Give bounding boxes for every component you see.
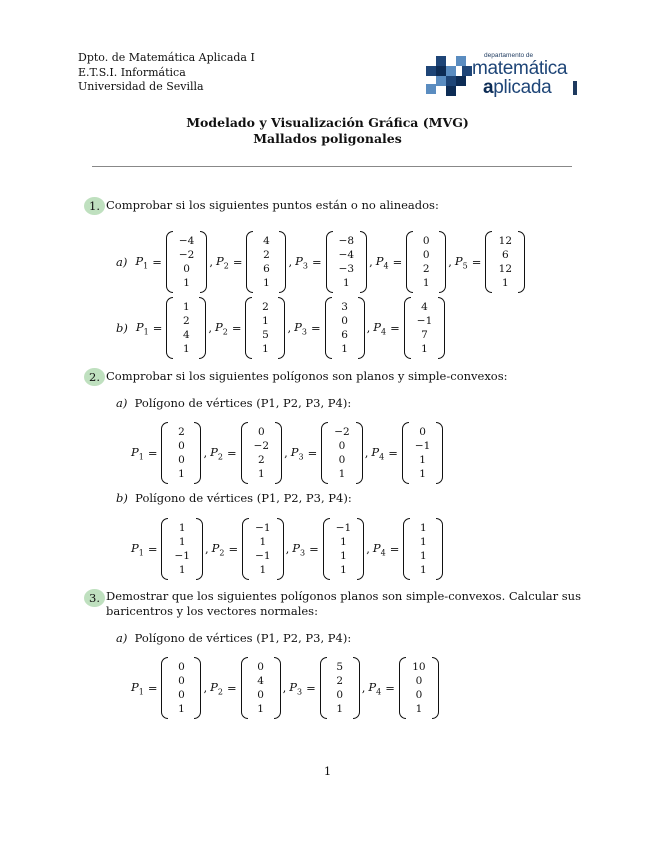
column-vector <box>321 422 362 484</box>
vector-entry: −1 <box>255 550 271 562</box>
left-paren <box>161 657 168 719</box>
vector-entry: 5 <box>262 329 269 341</box>
vector-entry: 1 <box>422 277 430 289</box>
puzzle-blocks-icon <box>426 56 476 96</box>
right-paren <box>436 422 443 484</box>
vector-entry: 0 <box>257 661 264 673</box>
left-paren <box>406 231 413 293</box>
equals-sign: = <box>388 446 398 460</box>
point-name: $P_3$ <box>294 319 307 337</box>
equals-sign: = <box>147 681 158 695</box>
comma-separator: , <box>203 681 208 695</box>
vector-entry: 12 <box>498 235 513 247</box>
right-paren <box>196 518 203 580</box>
right-paren <box>432 657 439 719</box>
vector-entry: 1 <box>262 343 269 355</box>
equals-sign: = <box>232 255 243 269</box>
vector-entry: 3 <box>341 301 348 313</box>
vector-entry: 1 <box>263 277 270 289</box>
vector-entry: 6 <box>502 249 509 261</box>
vector-entry: 1 <box>259 564 267 576</box>
point-name: $P_4$ <box>368 679 382 697</box>
vector-entry: 6 <box>341 329 348 341</box>
exercise-1-number: 1. <box>84 197 105 215</box>
equals-sign: = <box>231 321 242 335</box>
vector-entry: 2 <box>422 263 430 275</box>
right-paren <box>353 657 360 719</box>
point-name: $P_4$ <box>373 319 387 337</box>
comma-separator: , <box>288 255 293 269</box>
vector-entry: 0 <box>178 440 185 452</box>
point-name: $P_4$ <box>371 444 385 462</box>
equals-sign: = <box>152 255 162 269</box>
vector-entry: 0 <box>178 689 185 701</box>
point-name: $P_1$ <box>131 540 144 558</box>
column-vector <box>323 518 364 580</box>
exercise-3a-vectors <box>131 657 439 719</box>
title-line-2: Mallados poligonales <box>253 131 402 146</box>
vector-entries <box>248 422 275 484</box>
equals-sign: = <box>147 542 158 556</box>
title-line-1: Modelado y Visualización Gráfica (MVG) <box>186 115 469 130</box>
left-paren <box>402 422 409 484</box>
vector-entry: −1 <box>335 522 352 534</box>
point-name: $P_1$ <box>135 319 149 337</box>
comma-separator: , <box>448 255 452 269</box>
left-paren <box>245 297 252 359</box>
vector-entry: 1 <box>420 564 427 576</box>
vector-entry: 0 <box>338 454 346 466</box>
vector-entry: 1 <box>340 550 347 562</box>
vector-entry: 0 <box>178 454 185 466</box>
left-paren <box>323 518 330 580</box>
department-line: Dpto. de Matemática Aplicada I <box>78 51 255 64</box>
vector-entry: 1 <box>183 301 190 313</box>
vector-entry: 0 <box>178 661 185 673</box>
vector-entry: 1 <box>336 703 344 715</box>
left-paren <box>241 657 248 719</box>
vector-entry: −2 <box>178 249 195 261</box>
equals-sign: = <box>152 321 163 335</box>
column-vector <box>325 297 365 359</box>
exercise-2a-vectors <box>131 422 443 484</box>
vector-entry: 0 <box>415 675 423 687</box>
exercise-2-text: Comprobar si los siguientes polígonos son planos y simple-convexos: <box>106 369 508 383</box>
column-vector <box>241 657 281 719</box>
exercise-1b-vectors <box>116 297 445 359</box>
vector-entry: 1 <box>415 703 423 715</box>
right-paren <box>358 297 365 359</box>
vector-entry: −1 <box>174 550 190 562</box>
equals-sign: = <box>471 255 482 269</box>
left-paren <box>161 422 168 484</box>
right-paren <box>275 422 282 484</box>
vector-entry: 10 <box>412 661 426 673</box>
column-vector <box>166 231 207 293</box>
vector-entry: 0 <box>183 263 190 275</box>
vector-entry: 2 <box>178 426 185 438</box>
comma-separator: , <box>287 321 292 335</box>
vector-entry: 1 <box>178 468 185 480</box>
point-name: $P_3$ <box>292 540 306 558</box>
point-name: $P_5$ <box>454 253 468 271</box>
vector-entries <box>248 657 274 719</box>
vector-entries <box>328 422 355 484</box>
vector-entry: 0 <box>422 249 430 261</box>
vector-entry: −1 <box>414 440 431 452</box>
institution-header <box>78 51 255 95</box>
column-vector <box>485 231 525 293</box>
equals-sign: = <box>307 446 318 460</box>
vector-entries <box>249 518 276 580</box>
right-paren <box>518 231 525 293</box>
exercise-3-text: Demostrar que los siguientes polígonos planos son simple-convexos. Calcular sus baricentros y los vectores normales: <box>106 589 581 618</box>
point-name: $P_2$ <box>211 540 225 558</box>
point-name: $P_2$ <box>215 319 228 337</box>
right-paren <box>194 422 201 484</box>
right-paren <box>438 297 445 359</box>
left-paren <box>242 518 249 580</box>
title-divider <box>92 166 572 167</box>
comma-separator: , <box>361 681 366 695</box>
right-paren <box>360 231 367 293</box>
vector-entry: 0 <box>415 689 423 701</box>
column-vector <box>242 518 283 580</box>
vector-entries <box>173 297 199 359</box>
exercise-2b-caption: b) Polígono de vértices (P1, P2, P3, P4): <box>116 491 352 505</box>
vector-entry: 1 <box>259 536 267 548</box>
vector-entries <box>332 297 358 359</box>
comma-separator: , <box>282 681 287 695</box>
exercise-1a-vectors <box>116 231 525 293</box>
vector-entries <box>173 231 200 293</box>
equals-sign: = <box>306 681 316 695</box>
comma-separator: , <box>285 542 290 556</box>
item-label: a) <box>116 255 128 269</box>
column-vector <box>245 297 285 359</box>
vector-entry: 1 <box>183 277 190 289</box>
matematica-aplicada-logo <box>426 48 580 100</box>
column-vector <box>406 231 446 293</box>
vector-entry: 1 <box>420 550 427 562</box>
point-name: $P_2$ <box>215 253 229 271</box>
vector-entries <box>492 231 518 293</box>
vector-entry: 4 <box>183 329 190 341</box>
vector-entry: −4 <box>178 235 195 247</box>
vector-entry: 5 <box>336 661 344 673</box>
column-vector <box>166 297 206 359</box>
vector-entry: 1 <box>420 522 427 534</box>
vector-entry: 4 <box>263 235 270 247</box>
column-vector <box>320 657 360 719</box>
comma-separator: , <box>366 321 371 335</box>
vector-entry: 12 <box>498 263 513 275</box>
vector-entries <box>411 297 438 359</box>
vector-entry: 1 <box>419 454 426 466</box>
vector-entry: 1 <box>178 536 186 548</box>
vector-entry: 1 <box>341 343 348 355</box>
right-paren <box>357 518 364 580</box>
equals-sign: = <box>226 681 237 695</box>
vector-entry: 2 <box>336 675 344 687</box>
comma-separator: , <box>204 542 209 556</box>
vector-entry: −1 <box>255 522 271 534</box>
vector-entry: −2 <box>334 426 350 438</box>
vector-entry: 1 <box>178 564 186 576</box>
point-name: $P_1$ <box>131 679 144 697</box>
point-name: $P_1$ <box>135 253 149 271</box>
vector-entries <box>168 657 194 719</box>
vector-entry: 2 <box>258 454 265 466</box>
vector-entry: 0 <box>422 235 430 247</box>
vector-entry: 1 <box>340 564 347 576</box>
vector-entries <box>330 518 357 580</box>
logo-word-aplicada: aplicada <box>483 77 552 98</box>
left-paren <box>325 297 332 359</box>
equals-sign: = <box>390 321 400 335</box>
vector-entry: 0 <box>341 315 348 327</box>
left-paren <box>399 657 406 719</box>
equals-sign: = <box>392 255 403 269</box>
right-paren <box>277 518 284 580</box>
vector-entry: −1 <box>416 315 433 327</box>
vector-entries <box>168 518 195 580</box>
comma-separator: , <box>369 255 373 269</box>
point-name: $P_2$ <box>210 679 223 697</box>
exercise-3-number: 3. <box>84 589 105 607</box>
vector-entry: 1 <box>502 277 509 289</box>
equals-sign: = <box>228 542 239 556</box>
left-paren <box>241 422 248 484</box>
column-vector <box>246 231 286 293</box>
equals-sign: = <box>147 446 158 460</box>
vector-entries <box>333 231 360 293</box>
vector-entry: 1 <box>342 277 350 289</box>
left-paren <box>166 231 173 293</box>
vector-entry: 1 <box>183 343 190 355</box>
vector-entry: 6 <box>263 263 270 275</box>
vector-entry: 7 <box>421 329 428 341</box>
right-paren <box>199 297 206 359</box>
vector-entry: 0 <box>338 440 346 452</box>
vector-entry: 4 <box>257 675 264 687</box>
university-line: Universidad de Sevilla <box>78 80 204 93</box>
left-paren <box>246 231 253 293</box>
left-paren <box>166 297 173 359</box>
right-paren <box>436 518 443 580</box>
left-paren <box>320 657 327 719</box>
vector-entries <box>252 297 278 359</box>
left-paren <box>326 231 333 293</box>
vector-entry: 1 <box>421 343 428 355</box>
right-paren <box>274 657 281 719</box>
vector-entry: 1 <box>258 468 265 480</box>
vector-entry: 1 <box>338 468 346 480</box>
page-number: 1 <box>323 764 332 778</box>
point-name: $P_3$ <box>289 679 303 697</box>
vector-entry: 0 <box>178 675 185 687</box>
right-paren <box>278 297 285 359</box>
equals-sign: = <box>226 446 237 460</box>
exercise-2a-caption: a) Polígono de vértices (P1, P2, P3, P4): <box>116 396 352 410</box>
exercise-2b-vectors <box>131 518 443 580</box>
item-label: b) <box>116 321 128 335</box>
school-line: E.T.S.I. Informática <box>78 65 186 79</box>
exercise-1-text: Comprobar si los siguientes puntos están o no alineados: <box>106 198 439 212</box>
vector-entry: 1 <box>178 703 185 715</box>
column-vector <box>402 422 443 484</box>
column-vector <box>326 231 367 293</box>
vector-entry: 2 <box>183 315 190 327</box>
right-paren <box>194 657 201 719</box>
vector-entries <box>413 231 439 293</box>
vector-entry: 1 <box>262 315 269 327</box>
vector-entry: 0 <box>257 689 264 701</box>
vector-entries <box>410 518 436 580</box>
column-vector <box>403 518 443 580</box>
exercise-3a-caption: a) Polígono de vértices (P1, P2, P3, P4): <box>116 631 352 645</box>
equals-sign: = <box>385 681 395 695</box>
left-paren <box>403 518 410 580</box>
vector-entry: 0 <box>336 689 344 701</box>
column-vector <box>404 297 445 359</box>
equals-sign: = <box>310 321 321 335</box>
point-name: $P_1$ <box>131 444 144 462</box>
vector-entry: 1 <box>340 536 347 548</box>
right-paren <box>200 231 207 293</box>
vector-entries <box>409 422 436 484</box>
column-vector <box>161 422 201 484</box>
point-name: $P_3$ <box>295 253 308 271</box>
vector-entry: 1 <box>178 522 186 534</box>
vector-entry: 4 <box>421 301 428 313</box>
point-name: $P_4$ <box>375 253 389 271</box>
logo-bar <box>573 81 577 95</box>
vector-entry: 0 <box>419 426 426 438</box>
right-paren <box>356 422 363 484</box>
vector-entry: 0 <box>258 426 265 438</box>
point-name: $P_3$ <box>290 444 304 462</box>
vector-entries <box>406 657 432 719</box>
vector-entry: 2 <box>263 249 270 261</box>
equals-sign: = <box>389 542 400 556</box>
comma-separator: , <box>203 446 208 460</box>
vector-entry: −8 <box>338 235 355 247</box>
exercise-2-number: 2. <box>84 368 105 386</box>
comma-separator: , <box>284 446 288 460</box>
column-vector <box>161 657 201 719</box>
comma-separator: , <box>208 321 212 335</box>
vector-entry: 1 <box>257 703 264 715</box>
column-vector <box>161 518 202 580</box>
left-paren <box>321 422 328 484</box>
vector-entry: −4 <box>338 249 355 261</box>
vector-entry: 1 <box>419 468 426 480</box>
right-paren <box>279 231 286 293</box>
comma-separator: , <box>366 542 370 556</box>
column-vector <box>241 422 282 484</box>
left-paren <box>161 518 168 580</box>
left-paren <box>485 231 492 293</box>
equals-sign: = <box>311 255 322 269</box>
logo-small-text: departamento de <box>484 52 534 59</box>
comma-separator: , <box>364 446 369 460</box>
point-name: $P_4$ <box>372 540 386 558</box>
left-paren <box>404 297 411 359</box>
equals-sign: = <box>309 542 319 556</box>
vector-entry: −3 <box>338 263 355 275</box>
vector-entry: −2 <box>253 440 270 452</box>
vector-entry: 2 <box>262 301 269 313</box>
right-paren <box>439 231 446 293</box>
vector-entries <box>253 231 279 293</box>
logo-word-matematica: matemática <box>472 58 568 79</box>
document-title <box>0 115 655 147</box>
point-name: $P_2$ <box>210 444 223 462</box>
column-vector <box>399 657 439 719</box>
vector-entries <box>168 422 194 484</box>
comma-separator: , <box>209 255 213 269</box>
vector-entry: 1 <box>420 536 427 548</box>
vector-entries <box>327 657 353 719</box>
